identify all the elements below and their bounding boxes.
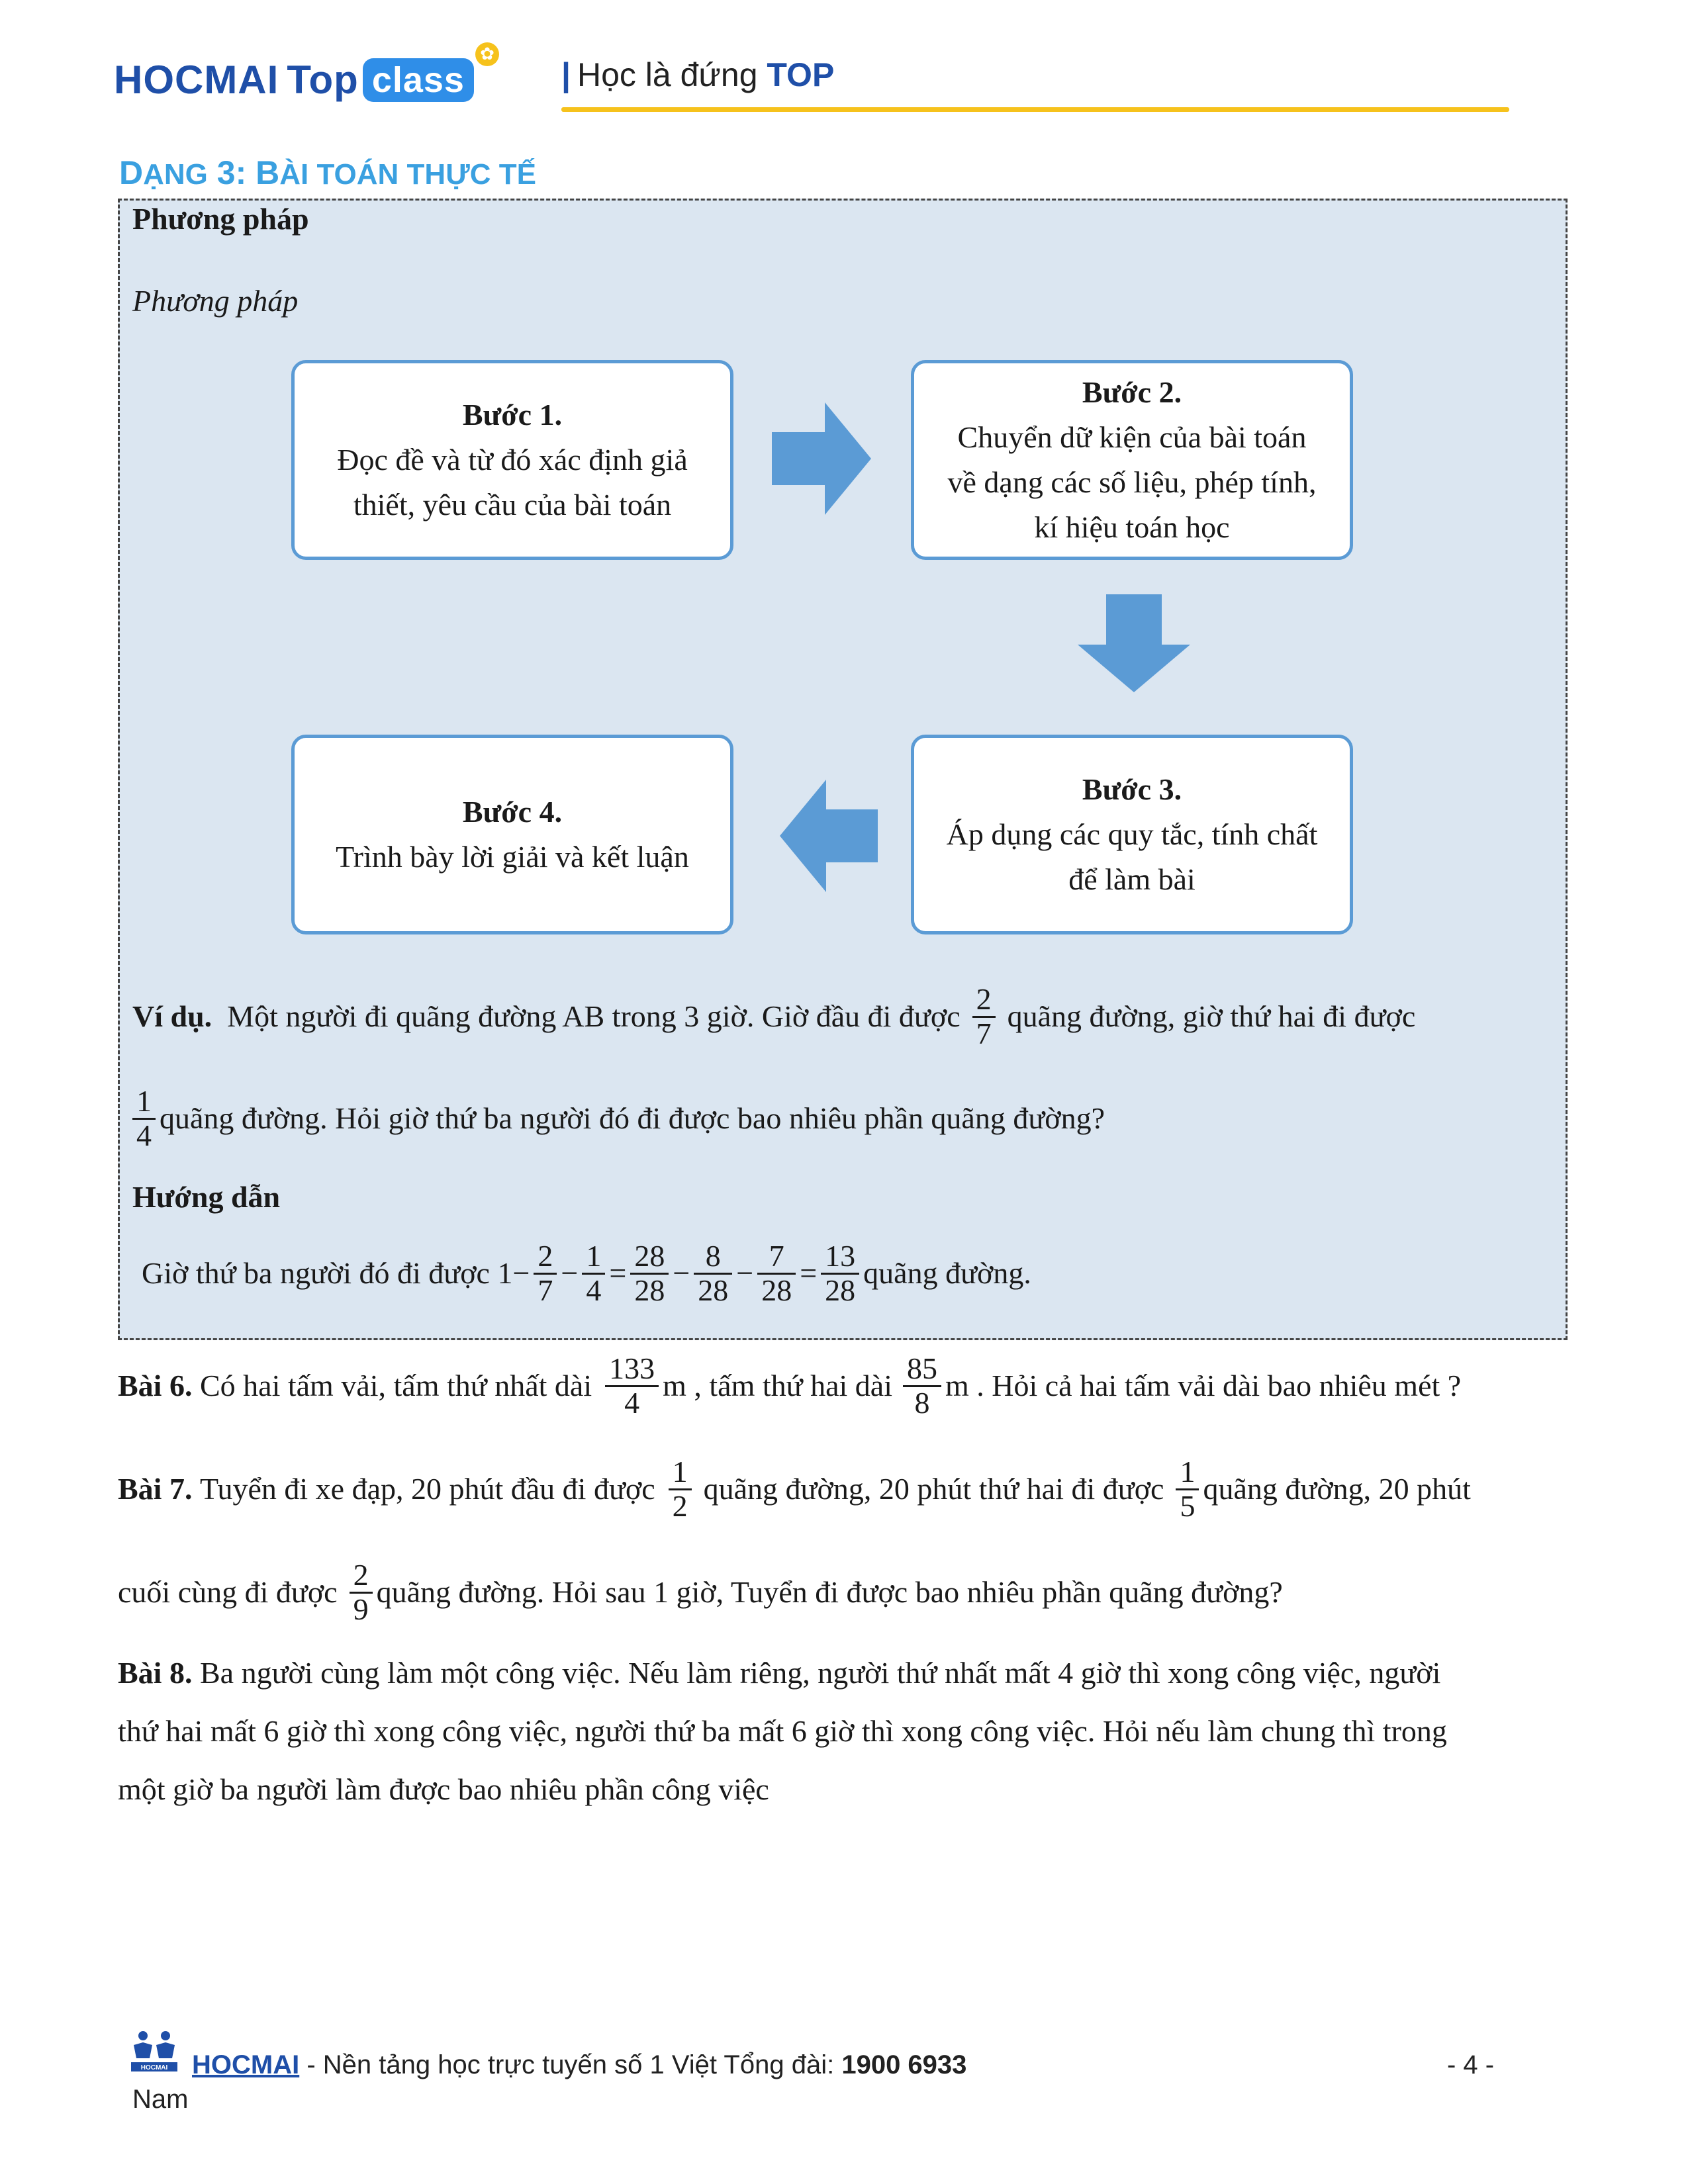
footer-brand-link[interactable]: HOCMAI (192, 2050, 300, 2079)
fraction (630, 1240, 669, 1306)
fraction (972, 983, 996, 1050)
fraction (757, 1240, 796, 1306)
fraction (132, 1085, 156, 1152)
example-text: quãng đường, giờ thứ hai đi được (1007, 999, 1416, 1033)
hocmai-people-icon (131, 2029, 177, 2073)
step-line: thiết, yêu cầu của bài toán (353, 488, 672, 522)
section-title-part: ẠNG (143, 158, 208, 191)
numerator: 1 (132, 1085, 156, 1119)
fraction (821, 1240, 859, 1306)
problem-6 (118, 1346, 1461, 1426)
denominator: 4 (136, 1118, 152, 1152)
denominator: 5 (1180, 1488, 1196, 1523)
example-label: Ví dụ. (132, 999, 212, 1033)
step-3-box (911, 735, 1353, 934)
problem-text: quãng đường, 20 phút (1203, 1472, 1471, 1506)
denominator: 9 (353, 1592, 369, 1626)
operator: − (561, 1256, 579, 1290)
logo-main: HOCMAI (114, 58, 279, 102)
guide-text: Giờ thứ ba người đó đi được 1 (142, 1256, 513, 1290)
step-line: Áp dụng các quy tắc, tính chất (946, 817, 1318, 851)
section-title (119, 154, 536, 192)
denominator: 4 (586, 1273, 602, 1307)
problem-label: Bài 6. (118, 1369, 193, 1402)
operator: − (736, 1256, 754, 1290)
step-title: Bước 1. (462, 398, 563, 432)
divider-bar: | (561, 56, 571, 93)
operator: = (800, 1256, 818, 1290)
tagline (561, 56, 834, 94)
problem-label: Bài 8. (118, 1656, 193, 1690)
problem-text: Tuyển đi xe đạp, 20 phút đầu đi được (199, 1472, 655, 1506)
denominator: 28 (634, 1273, 665, 1307)
numerator: 8 (694, 1240, 732, 1274)
fraction (694, 1240, 732, 1306)
step-4-box (291, 735, 733, 934)
problem-8 (118, 1644, 1447, 1819)
numerator: 2 (972, 983, 996, 1017)
example-text: Một người đi quãng đường AB trong 3 giờ. Giờ đầu đi được (227, 999, 961, 1033)
numerator: 85 (903, 1353, 941, 1387)
fraction (1176, 1456, 1199, 1522)
problem-text: m . Hỏi cả hai tấm vải dài bao nhiêu mét ? (945, 1369, 1462, 1402)
footer-wrap: Nam (132, 2085, 189, 2114)
tagline-bold: TOP (767, 56, 835, 93)
logo-top: Top (287, 58, 359, 102)
numerator: 1 (669, 1456, 692, 1490)
denominator: 4 (624, 1385, 640, 1420)
step-line: Chuyển dữ kiện của bài toán (957, 420, 1307, 454)
problem-text: m , tấm thứ hai dài (663, 1369, 892, 1402)
denominator: 28 (825, 1273, 856, 1307)
step-line: Đọc đề và từ đó xác định giả (337, 443, 688, 477)
method-subheading: Phương pháp (132, 284, 299, 318)
problem-text: Ba người cùng làm một công việc. Nếu làm riêng, người thứ nhất mất 4 giờ thì xong công việc, người (199, 1656, 1441, 1690)
fraction (534, 1240, 557, 1306)
step-line: để làm bài (1068, 862, 1196, 896)
operator: = (609, 1256, 627, 1290)
problem-text: quãng đường. Hỏi sau 1 giờ, Tuyển đi được bao nhiêu phần quãng đường? (376, 1575, 1283, 1609)
numerator: 2 (534, 1240, 557, 1274)
example-line-2 (132, 1079, 1105, 1158)
problem-7-line-2 (118, 1553, 1283, 1632)
problem-label: Bài 7. (118, 1472, 193, 1506)
denominator: 7 (976, 1016, 992, 1050)
example-text: quãng đường. Hỏi giờ thứ ba người đó đi được bao nhiêu phần quãng đường? (160, 1101, 1105, 1135)
guide-equation (142, 1234, 1031, 1313)
problem-text: cuối cùng đi được (118, 1575, 338, 1609)
operator: − (673, 1256, 690, 1290)
tagline-prefix: Học là đứng (577, 56, 758, 93)
step-title: Bước 2. (1082, 375, 1182, 409)
logo-class: class (363, 58, 474, 102)
step-2-box (911, 360, 1353, 560)
numerator: 1 (1176, 1456, 1199, 1490)
denominator: 2 (672, 1488, 688, 1523)
numerator: 13 (821, 1240, 859, 1274)
step-line: Trình bày lời giải và kết luận (336, 840, 689, 874)
star-icon: ✿ (475, 42, 499, 66)
step-line: kí hiệu toán học (1034, 510, 1230, 544)
step-line: về dạng các số liệu, phép tính, (947, 465, 1317, 499)
hocmai-topclass-logo (114, 57, 474, 103)
arrow-down-icon (1078, 594, 1190, 692)
denominator: 7 (538, 1273, 553, 1307)
numerator: 1 (582, 1240, 605, 1274)
section-title-part: D (119, 154, 144, 191)
example-line-1 (132, 977, 1415, 1056)
denominator: 28 (698, 1273, 729, 1307)
footer-text (192, 2050, 966, 2080)
denominator: 28 (761, 1273, 792, 1307)
guide-text: quãng đường. (863, 1256, 1031, 1290)
step-title: Bước 4. (462, 795, 563, 829)
problem-text: quãng đường, 20 phút thứ hai đi được (703, 1472, 1164, 1506)
header-rule (561, 107, 1509, 112)
method-heading: Phương pháp (132, 202, 309, 236)
problem-text: Có hai tấm vải, tấm thứ nhất dài (199, 1369, 592, 1402)
fraction (605, 1353, 659, 1419)
step-1-box (291, 360, 733, 560)
footer-slogan: - Nền tảng học trực tuyến số 1 Việt Tổng đài: (299, 2050, 842, 2079)
numerator: 133 (605, 1353, 659, 1387)
section-title-part: ÀI TOÁN THỰC TẾ (279, 158, 536, 191)
operator: − (512, 1256, 530, 1290)
problem-8-line: một giờ ba người làm được bao nhiêu phần công việc (118, 1772, 769, 1806)
icon-label: HOCMAI (140, 2064, 168, 2071)
problem-8-line: thứ hai mất 6 giờ thì xong công việc, người thứ ba mất 6 giờ thì xong công việc. Hỏi nếu làm chung thì trong (118, 1714, 1447, 1748)
fraction (669, 1456, 692, 1522)
arrow-left-icon (780, 780, 878, 892)
problem-7-line-1 (118, 1449, 1471, 1529)
page-number: - 4 - (1447, 2050, 1495, 2079)
numerator: 2 (350, 1559, 373, 1593)
denominator: 8 (914, 1385, 930, 1420)
step-title: Bước 3. (1082, 772, 1182, 806)
guide-label: Hướng dẫn (132, 1180, 281, 1214)
numerator: 7 (757, 1240, 796, 1274)
arrow-right-icon (772, 402, 871, 515)
fraction (903, 1353, 941, 1419)
fraction (582, 1240, 605, 1306)
section-title-part: 3: B (207, 154, 280, 191)
numerator: 28 (630, 1240, 669, 1274)
fraction (350, 1559, 373, 1625)
footer-phone: 1900 6933 (841, 2050, 967, 2079)
problem-8-line (118, 1644, 1447, 1702)
